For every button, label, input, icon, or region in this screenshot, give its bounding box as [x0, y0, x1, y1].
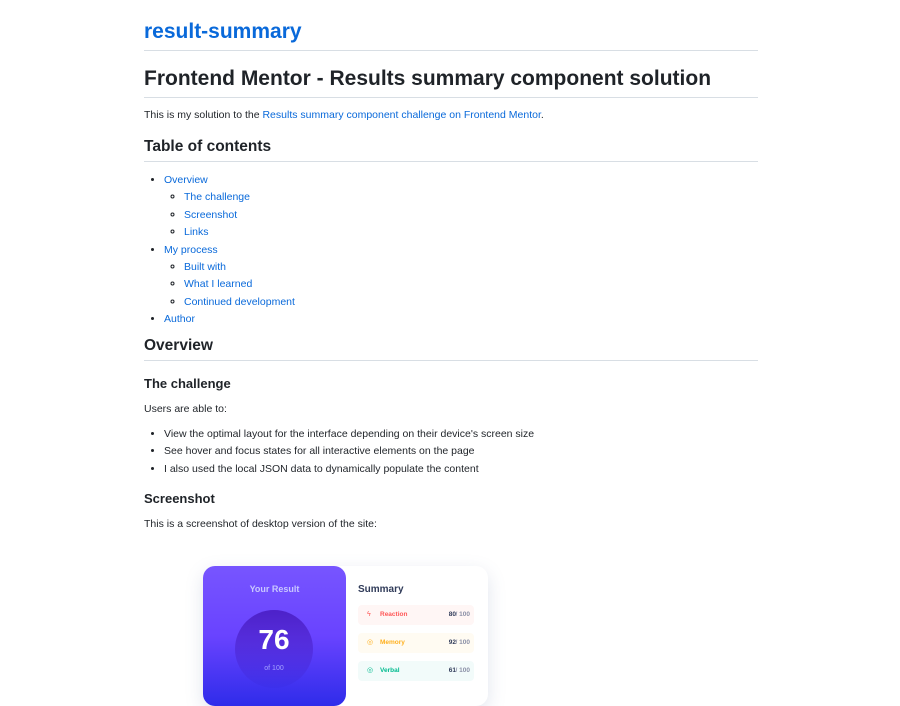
brain-icon: ◎: [367, 639, 374, 646]
screenshot-text: This is a screenshot of desktop version of the site:: [144, 518, 377, 530]
summary-title: Summary: [358, 584, 404, 595]
summary-row-reaction: [358, 605, 474, 625]
toc-link-built-with[interactable]: Built with: [184, 261, 227, 274]
challenge-list: [144, 426, 534, 478]
toc-link-overview[interactable]: Overview: [164, 174, 208, 186]
toc-link-screenshot[interactable]: Screenshot: [184, 208, 238, 221]
summary-row-label: Verbal: [380, 667, 400, 674]
overview-heading: Overview: [144, 337, 213, 354]
toc-heading: Table of contents: [144, 138, 272, 155]
toc-item: [164, 172, 295, 242]
toc-item: [184, 189, 295, 206]
divider: [144, 50, 758, 51]
toc-item: [164, 242, 295, 312]
page-title: Frontend Mentor - Results summary component solution: [144, 67, 712, 90]
list-item: • View the optimal layout for the interface depending on their device's screen size: [164, 426, 534, 443]
intro-prefix: This is my solution to the: [144, 109, 263, 121]
toc-item: [184, 294, 295, 311]
toc-list: [144, 172, 295, 329]
toc-link-the-challenge[interactable]: The challenge: [184, 191, 250, 204]
toc-sublist: [164, 189, 295, 241]
toc-link-links[interactable]: Links: [184, 226, 209, 239]
toc-item: [184, 207, 295, 224]
toc-item: [184, 276, 295, 293]
intro-paragraph: [144, 109, 544, 121]
summary-row-label: Memory: [380, 639, 405, 646]
divider: [144, 360, 758, 361]
toc-item: [184, 224, 295, 241]
toc-sublist: [164, 259, 295, 311]
intro-suffix: .: [540, 109, 544, 121]
summary-row-verbal: [358, 661, 474, 681]
score-circle: [235, 610, 313, 688]
toc-link-author[interactable]: Author: [164, 313, 195, 326]
divider: [144, 161, 758, 162]
list-item: • See hover and focus states for all interactive elements on the page: [164, 443, 534, 460]
summary-row-score: 61: [448, 667, 456, 674]
repo-title[interactable]: result-summary: [144, 20, 302, 43]
toc-link-what-i-learned[interactable]: What I learned: [184, 278, 253, 291]
list-item: • I also used the local JSON data to dynamically populate the content: [164, 461, 534, 478]
score-value: 76: [258, 624, 290, 655]
summary-row-score: 80: [448, 611, 456, 618]
result-panel: [203, 566, 346, 706]
score-max: of 100: [264, 665, 284, 672]
summary-row-memory: [358, 633, 474, 653]
challenge-heading: The challenge: [144, 376, 231, 391]
divider: [144, 97, 758, 98]
lightning-icon: ϟ: [367, 611, 371, 618]
screenshot-image: [203, 566, 488, 706]
challenge-lead: Users are able to:: [144, 403, 227, 415]
summary-row-label: Reaction: [380, 611, 408, 618]
screenshot-heading: Screenshot: [144, 491, 215, 506]
toc-link-continued-development[interactable]: Continued development: [184, 295, 295, 308]
eye-icon: ◎: [367, 667, 374, 674]
toc-item: [184, 259, 295, 276]
toc-item: [164, 311, 295, 328]
summary-row-max: / 100: [455, 667, 470, 674]
challenge-link[interactable]: Results summary component challenge on Frontend Mentor: [262, 109, 541, 121]
summary-row-score: 92: [448, 639, 456, 646]
summary-row-max: / 100: [455, 611, 470, 618]
toc-link-my-process[interactable]: My process: [164, 243, 218, 256]
summary-row-max: / 100: [455, 639, 470, 646]
result-title: Your Result: [249, 584, 300, 594]
